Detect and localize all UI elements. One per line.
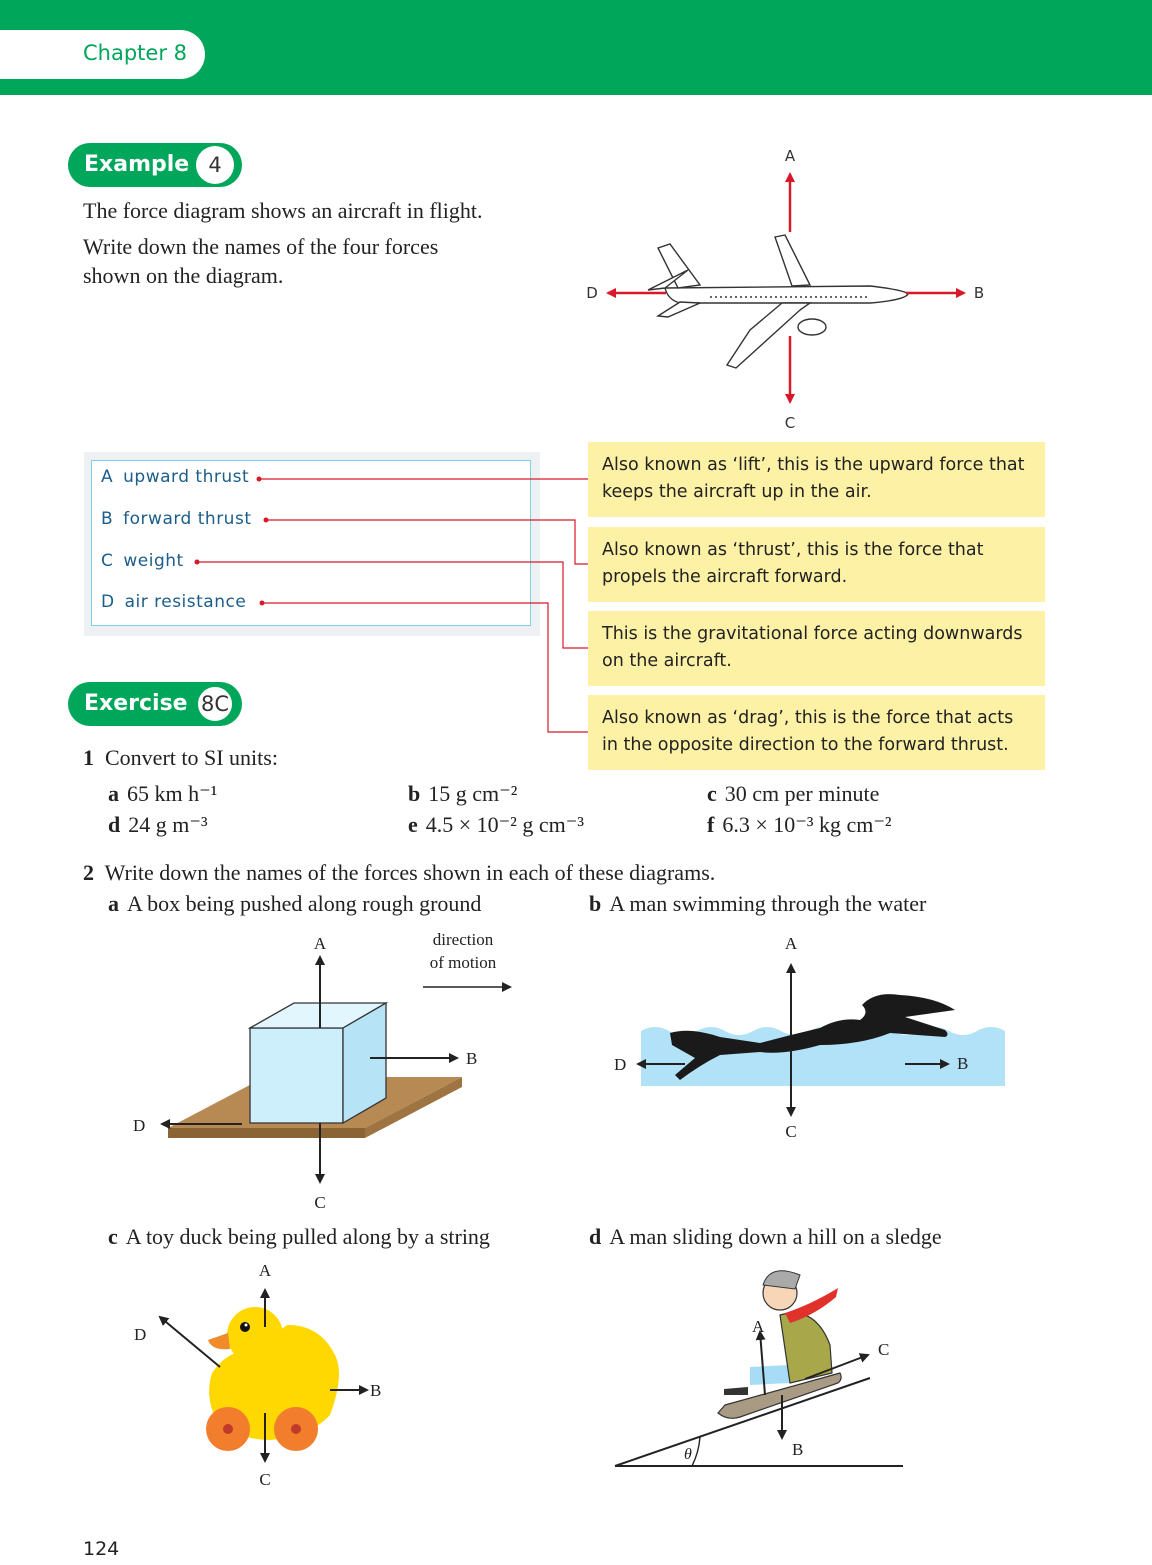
q1-part-a — [108, 781, 217, 807]
aircraft-label-b: B — [973, 284, 985, 302]
q1-part-a-letter: a — [108, 781, 119, 806]
box-shape — [250, 1003, 386, 1123]
note-lift-text: Also known as ‘lift’, this is the upward force that keeps the aircraft up in the air. — [602, 455, 1025, 502]
chapter-title: Chapter 8 — [83, 41, 187, 65]
q1-part-d — [108, 812, 208, 838]
box-label-b: B — [466, 1049, 478, 1068]
answer-a-letter: A — [101, 467, 114, 487]
q2-part-b — [589, 891, 926, 917]
note-weight — [588, 611, 1045, 686]
q1-part-f-text: 6.3 × 10⁻³ kg cm⁻² — [722, 812, 892, 837]
answer-a-text: upward thrust — [123, 467, 250, 487]
q2-part-a — [108, 891, 481, 917]
swimmer-label-d: D — [614, 1055, 627, 1074]
q2-part-c — [108, 1224, 490, 1250]
aircraft-force-diagram — [570, 140, 1010, 440]
duck-label-d: D — [134, 1325, 147, 1344]
box-label-a: A — [313, 934, 327, 953]
question-1-text: Convert to SI units: — [105, 745, 278, 770]
q1-part-d-letter: d — [108, 812, 121, 837]
q1-part-d-text: 24 g m⁻³ — [128, 812, 208, 837]
q1-part-b — [408, 781, 517, 807]
exercise-label: Exercise — [84, 691, 188, 716]
example-line-2: Write down the names of the four forces — [83, 234, 439, 259]
swimmer-label-a: A — [784, 934, 798, 953]
sledge-label-a: A — [752, 1317, 765, 1336]
q2-part-c-letter: c — [108, 1224, 118, 1249]
question-2 — [83, 860, 715, 886]
answer-c-letter: C — [101, 551, 114, 571]
exercise-badge — [68, 682, 242, 726]
q1-part-a-text: 65 km h⁻¹ — [127, 781, 218, 806]
aircraft-label-d: D — [586, 284, 598, 302]
note-drag-text: Also known as ‘drag’, this is the force that acts in the opposite direction to the forward thrust. — [602, 708, 1014, 755]
answer-b-text: forward thrust — [123, 509, 252, 529]
q2-part-a-letter: a — [108, 891, 119, 916]
aircraft-label-a: A — [784, 147, 796, 165]
note-weight-text: This is the gravitational force acting downwards on the aircraft. — [602, 624, 1023, 671]
q2-part-d-letter: d — [589, 1224, 602, 1249]
sledge-label-b: B — [792, 1440, 804, 1459]
answer-d-letter: D — [101, 592, 115, 612]
q2-part-b-text: A man swimming through the water — [609, 891, 927, 916]
q2-part-a-text: A box being pushed along rough ground — [127, 891, 482, 916]
swimmer-force-diagram — [600, 925, 1020, 1150]
q1-part-f — [707, 812, 892, 838]
aircraft-image — [648, 235, 908, 368]
answer-a — [101, 467, 249, 487]
direction-label-1: direction — [432, 930, 494, 949]
answer-box — [91, 460, 531, 626]
aircraft-label-c: C — [784, 414, 796, 432]
example-number: 4 — [196, 146, 234, 184]
example-badge — [68, 143, 242, 187]
swimmer-label-c: C — [785, 1122, 797, 1141]
q1-part-c-text: 30 cm per minute — [724, 781, 880, 806]
answer-c-text: weight — [123, 551, 184, 571]
box-label-d: D — [133, 1116, 146, 1135]
exercise-number: 8C — [196, 685, 234, 723]
sledge-force-diagram — [600, 1255, 920, 1475]
q1-part-c — [707, 781, 879, 807]
example-line-3: shown on the diagram. — [83, 263, 284, 288]
q1-part-e — [408, 812, 584, 838]
note-drag — [588, 695, 1045, 770]
q2-part-c-text: A toy duck being pulled along by a string — [125, 1224, 490, 1249]
answer-c — [101, 551, 184, 571]
question-2-number: 2 — [83, 860, 94, 885]
duck-label-a: A — [258, 1261, 272, 1280]
man-on-sledge — [718, 1271, 841, 1419]
q2-part-d — [589, 1224, 942, 1250]
q1-part-c-letter: c — [707, 781, 717, 806]
note-thrust — [588, 527, 1045, 602]
toy-duck — [206, 1307, 339, 1451]
example-label: Example — [84, 152, 190, 177]
question-2-text: Write down the names of the forces shown in each of these diagrams. — [104, 860, 716, 885]
box-label-c: C — [314, 1193, 326, 1212]
q1-part-f-letter: f — [707, 812, 715, 837]
example-line-1: The force diagram shows an aircraft in flight. — [83, 198, 483, 223]
answer-d-text: air resistance — [124, 592, 247, 612]
question-1 — [83, 745, 278, 771]
swimmer-label-b: B — [957, 1054, 969, 1073]
question-1-number: 1 — [83, 745, 94, 770]
chapter-tab — [0, 30, 205, 79]
answer-b — [101, 509, 251, 529]
box-force-diagram — [120, 925, 540, 1220]
q1-part-e-text: 4.5 × 10⁻² g cm⁻³ — [425, 812, 584, 837]
duck-label-b: B — [370, 1381, 382, 1400]
answer-d — [101, 592, 246, 612]
page-number: 124 — [83, 1538, 120, 1560]
duck-force-diagram — [120, 1255, 420, 1495]
sledge-label-c: C — [878, 1340, 890, 1359]
q2-part-b-letter: b — [589, 891, 602, 916]
angle-theta-label: θ — [684, 1446, 692, 1463]
direction-label-2: of motion — [429, 953, 497, 972]
q1-part-b-text: 15 g cm⁻² — [428, 781, 518, 806]
q1-part-e-letter: e — [408, 812, 418, 837]
answer-b-letter: B — [101, 509, 114, 529]
note-lift — [588, 442, 1045, 517]
q1-part-b-letter: b — [408, 781, 421, 806]
duck-label-c: C — [259, 1470, 271, 1489]
q2-part-d-text: A man sliding down a hill on a sledge — [609, 1224, 942, 1249]
note-thrust-text: Also known as ‘thrust’, this is the force that propels the aircraft forward. — [602, 540, 984, 587]
